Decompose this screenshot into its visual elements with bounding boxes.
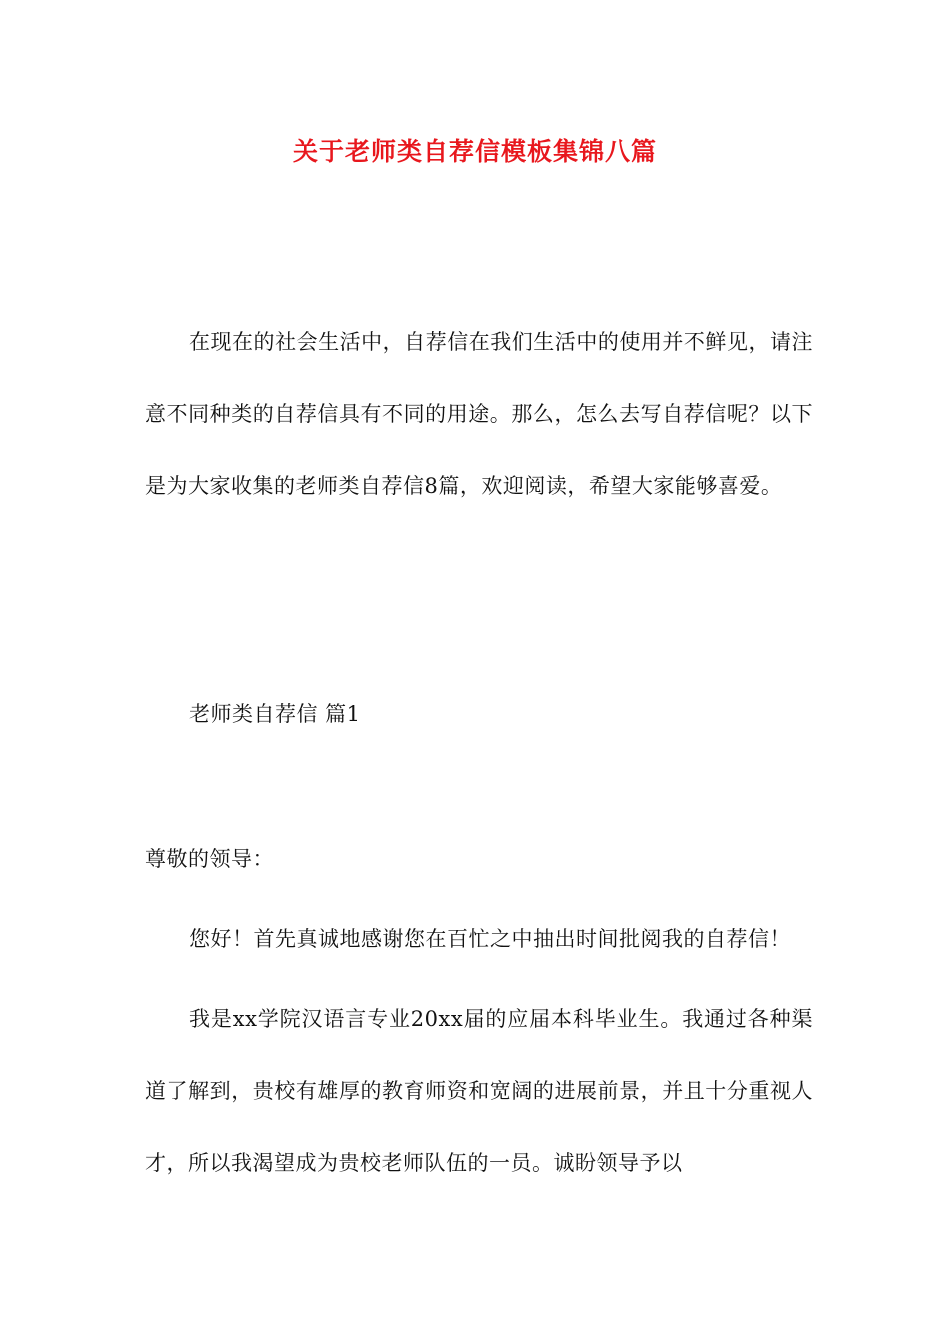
- body-paragraph: 我是xx学院汉语言专业20xx届的应届本科毕业生。我通过各种渠道了解到，贵校有雄厚的教育师资和宽阔的进展前景，并且十分重视人才，所以我渴望成为贵校老师队伍的一员。诚盼领导予以: [145, 1007, 813, 1175]
- salutation: 尊敬的领导：: [145, 847, 274, 871]
- intro-paragraph: 在现在的社会生活中，自荐信在我们生活中的使用并不鲜见，请注意不同种类的自荐信具有不同的用途。那么，怎么去写自荐信呢？以下是为大家收集的老师类自荐信8篇，欢迎阅读，希望大家能够喜爱。: [145, 330, 813, 498]
- greeting-paragraph: 您好！首先真诚地感谢您在百忙之中抽出时间批阅我的自荐信！: [189, 927, 791, 951]
- section-heading: 老师类自荐信 篇1: [189, 702, 361, 726]
- document-title: 关于老师类自荐信模板集锦八篇: [292, 137, 657, 166]
